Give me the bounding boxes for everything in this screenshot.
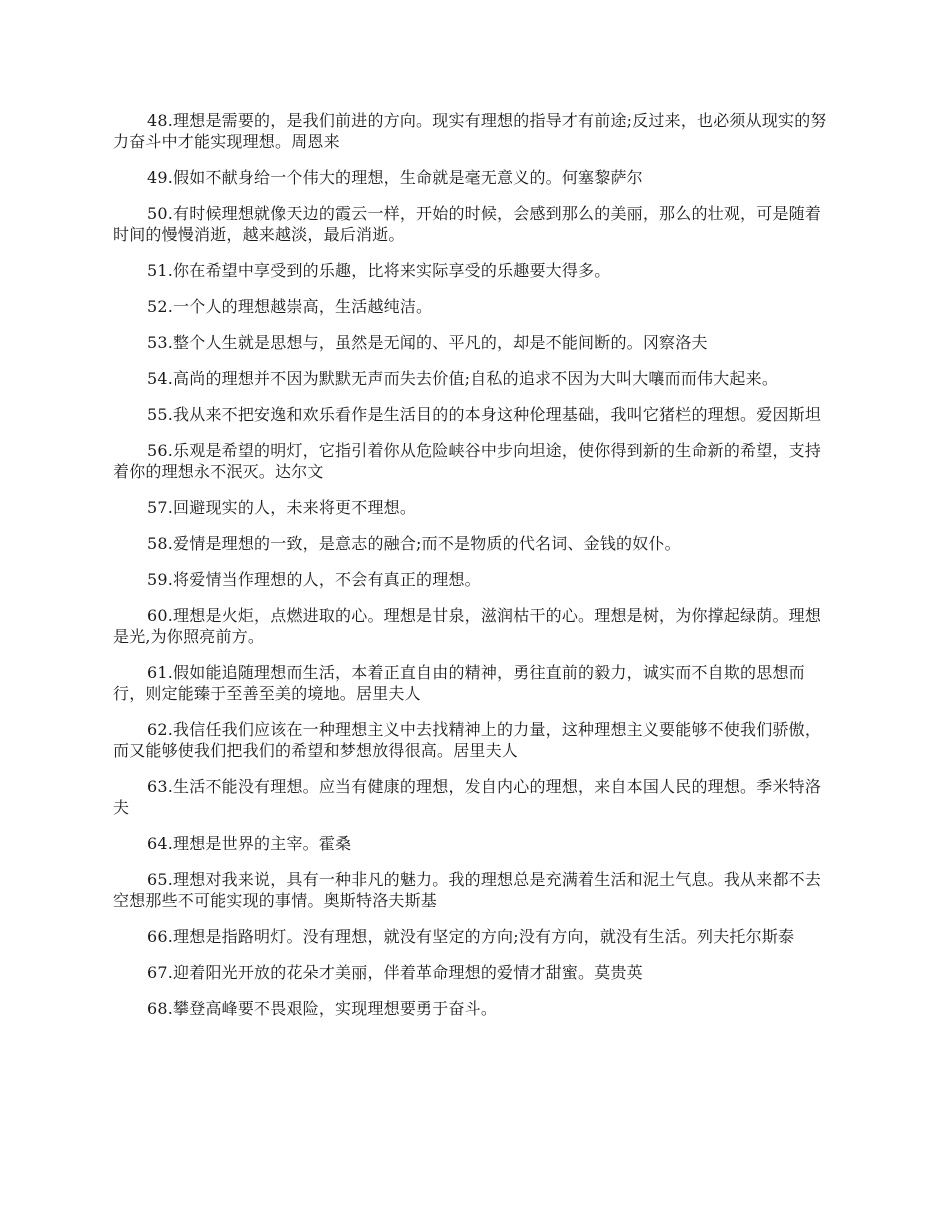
quote-paragraph-51: 51.你在希望中享受到的乐趣，比将来实际享受的乐趣要大得多。 [147, 261, 611, 280]
quote-paragraph-64: 64.理想是世界的主宰。霍桑 [147, 834, 352, 853]
quote-paragraph-55: 55.我从来不把安逸和欢乐看作是生活目的的本身这种伦理基础，我叫它猪栏的理想。爱因斯坦 [147, 405, 822, 424]
quote-paragraph-68: 68.攀登高峰要不畏艰险，实现理想要勇于奋斗。 [147, 999, 498, 1018]
quote-paragraph-66: 66.理想是指路明灯。没有理想，就没有坚定的方向;没有方向，就没有生活。列夫托尔斯泰 [147, 927, 795, 946]
quote-paragraph-65: 65.理想对我来说，具有一种非凡的魅力。我的理想总是充满着生活和泥土气息。我从来都不去空想那些不可能实现的事情。奥斯特洛夫斯基 [113, 870, 822, 910]
quote-paragraph-62: 62.我信任我们应该在一种理想主义中去找精神上的力量，这种理想主义要能够不使我们骄傲，而又能够使我们把我们的希望和梦想放得很高。居里夫人 [113, 720, 822, 760]
quote-paragraph-56: 56.乐观是希望的明灯，它指引着你从危险峡谷中步向坦途，使你得到新的生命新的希望，支持着你的理想永不泯灭。达尔文 [113, 441, 822, 481]
quote-paragraph-53: 53.整个人生就是思想与，虽然是无闻的、平凡的，却是不能间断的。冈察洛夫 [147, 333, 708, 352]
quote-paragraph-58: 58.爱情是理想的一致，是意志的融合;而不是物质的代名词、金钱的奴仆。 [147, 534, 681, 553]
quote-paragraph-67: 67.迎着阳光开放的花朵才美丽，伴着革命理想的爱情才甜蜜。莫贵英 [147, 963, 643, 982]
quote-paragraph-63: 63.生活不能没有理想。应当有健康的理想，发自内心的理想，来自本国人民的理想。季米特洛夫 [113, 777, 822, 817]
quote-paragraph-57: 57.回避现实的人，未来将更不理想。 [147, 498, 417, 517]
quote-paragraph-59: 59.将爱情当作理想的人，不会有真正的理想。 [147, 570, 481, 589]
document-body [113, 110, 833, 1034]
quote-paragraph-50: 50.有时候理想就像天边的霞云一样，开始的时候，会感到那么的美丽，那么的壮观，可是随着时间的慢慢消逝，越来越淡，最后消逝。 [113, 204, 822, 244]
quote-paragraph-61: 61.假如能追随理想而生活，本着正直自由的精神，勇往直前的毅力，诚实而不自欺的思想而行，则定能臻于至善至美的境地。居里夫人 [113, 663, 805, 703]
quote-paragraph-48: 48.理想是需要的，是我们前进的方向。现实有理想的指导才有前途;反过来，也必须从现实的努力奋斗中才能实现理想。周恩来 [113, 111, 827, 151]
quote-paragraph-54: 54.高尚的理想并不因为默默无声而失去价值;自私的追求不因为大叫大嚷而而伟大起来。 [147, 369, 779, 388]
quote-paragraph-49: 49.假如不献身给一个伟大的理想，生命就是毫无意义的。何塞黎萨尔 [147, 168, 643, 187]
quote-paragraph-52: 52.一个人的理想越崇高，生活越纯洁。 [147, 297, 433, 316]
quote-paragraph-60: 60.理想是火炬，点燃进取的心。理想是甘泉，滋润枯干的心。理想是树，为你撑起绿荫。理想是光,为你照亮前方。 [113, 606, 822, 646]
